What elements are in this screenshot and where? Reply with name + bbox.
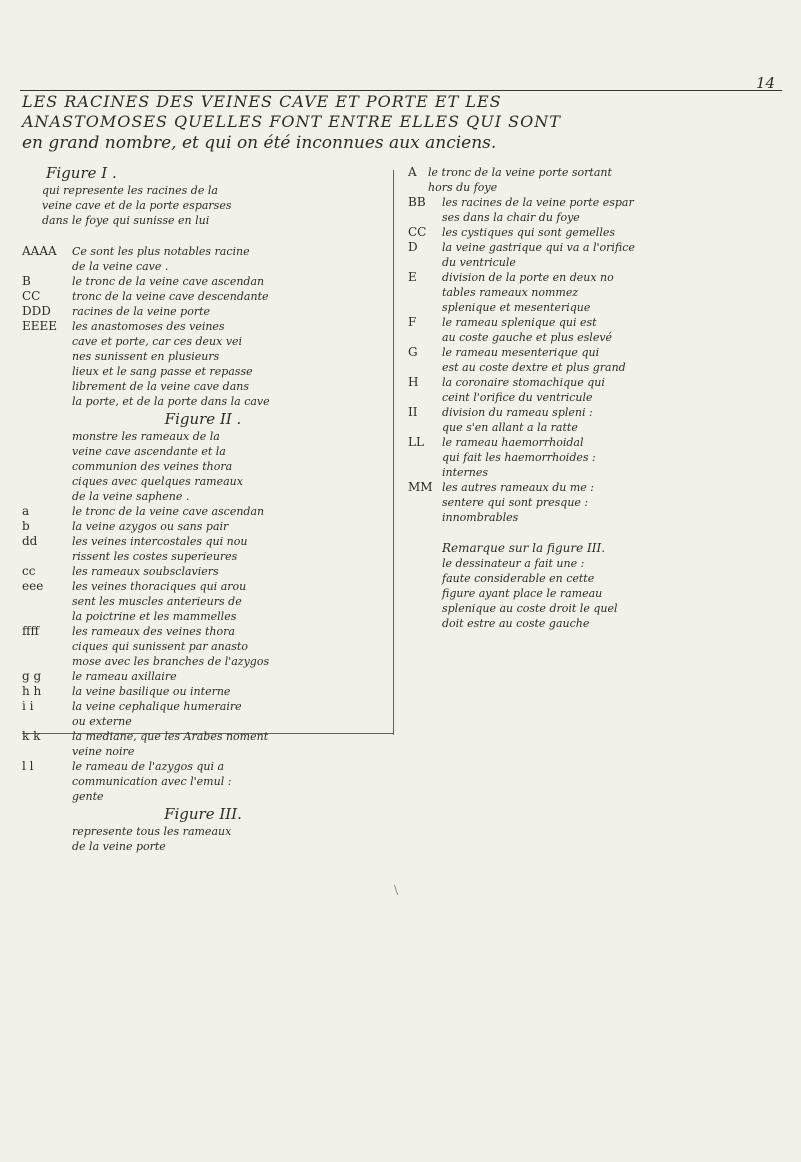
legend-item (22, 534, 384, 549)
legend-label: CC (408, 225, 427, 239)
intro-line: qui represente les racines de la (42, 184, 218, 197)
left-column (22, 165, 384, 854)
legend-item (408, 195, 788, 210)
legend-label: MM (408, 480, 433, 494)
legend-text: la mediane, que les Arabes noment (72, 730, 269, 743)
legend-text: ciques qui sunissent par anasto (72, 640, 248, 653)
figure-2-heading: Figure II . (164, 410, 242, 428)
figure-1-heading: Figure I . (46, 164, 117, 182)
column-divider (393, 170, 394, 735)
legend-label: i i (22, 699, 34, 713)
remark-line: faute considerable en cette (442, 572, 595, 585)
remark-block (408, 541, 788, 631)
legend-text: les veines intercostales qui nou (72, 535, 248, 548)
legend-text: le rameau splenique qui est (442, 316, 597, 329)
legend-item (22, 759, 384, 774)
intro-line: de la veine saphene . (72, 490, 190, 503)
legend-item (408, 165, 788, 180)
legend-text: les autres rameaux du me : (442, 481, 595, 494)
remark-line: le dessinateur a fait une : (442, 557, 585, 570)
legend-text: la coronaire stomachique qui (442, 376, 605, 389)
legend-text: du ventricule (442, 256, 516, 269)
legend-item (408, 375, 788, 390)
legend-label: h h (22, 684, 42, 698)
legend-text: le rameau mesenterique qui (442, 346, 600, 359)
legend-item (408, 225, 788, 240)
legend-item (22, 519, 384, 534)
legend-label: II (408, 405, 418, 419)
remark-line: figure ayant place le rameau (442, 587, 603, 600)
legend-label: G (408, 345, 418, 359)
legend-text: les rameaux soubsclaviers (72, 565, 219, 578)
legend-text: internes (442, 466, 489, 479)
legend-text: rissent les costes superieures (72, 550, 238, 563)
legend-label: E (408, 270, 417, 284)
legend-text: sent les muscles anterieurs de (72, 595, 242, 608)
legend-text: division de la porte en deux no (442, 271, 614, 284)
legend-text: ou externe (72, 715, 132, 728)
legend-label: b (22, 519, 30, 533)
legend-text: le tronc de la veine cave ascendan (72, 505, 265, 518)
legend-text: ses dans la chair du foye (442, 211, 580, 224)
intro-line: dans le foye qui sunisse en lui (42, 214, 210, 227)
figure-1-intro (22, 183, 384, 228)
legend-text: le tronc de la veine cave ascendan (72, 275, 265, 288)
figure-2-intro (22, 429, 384, 504)
intro-line: communion des veines thora (72, 460, 233, 473)
legend-item (22, 304, 384, 319)
legend-item (22, 504, 384, 519)
remark-line: splenique au coste droit le quel (442, 602, 618, 615)
legend-item (408, 480, 788, 495)
legend-text: les rameaux des veines thora (72, 625, 235, 638)
legend-text: communication avec l'emul : (72, 775, 232, 788)
legend-text: est au coste dextre et plus grand (442, 361, 626, 374)
legend-text: les veines thoraciques qui arou (72, 580, 247, 593)
legend-label: F (408, 315, 417, 329)
legend-label: LL (408, 435, 424, 449)
intro-line: veine cave et de la porte esparses (42, 199, 232, 212)
legend-text: gente (72, 790, 104, 803)
legend-text: librement de la veine cave dans (72, 380, 250, 393)
legend-item (22, 244, 384, 259)
legend-label: H (408, 375, 419, 389)
legend-item (22, 289, 384, 304)
legend-text: tables rameaux nommez (442, 286, 579, 299)
legend-item (22, 699, 384, 714)
legend-label: CC (22, 289, 41, 303)
legend-item (22, 319, 384, 334)
legend-text: de la veine cave . (72, 260, 169, 273)
legend-label: BB (408, 195, 426, 209)
figure-3-intro (22, 824, 384, 854)
intro-line: represente tous les rameaux (72, 825, 232, 838)
legend-text: hors du foye (428, 181, 498, 194)
legend-text: cave et porte, car ces deux vei (72, 335, 243, 348)
legend-item (22, 729, 384, 744)
legend-text: innombrables (442, 511, 519, 524)
title-line-3: en grand nombre, et qui on été inconnues aux anciens. (22, 133, 497, 153)
right-column (408, 165, 788, 631)
legend-label: ffff (22, 624, 40, 638)
legend-text: division du rameau spleni : (442, 406, 593, 419)
legend-text: la veine cephalique humeraire (72, 700, 242, 713)
legend-label: B (22, 274, 31, 288)
title-line-2: ANASTOMOSES QUELLES FONT ENTRE ELLES QUI SONT (22, 112, 561, 131)
legend-label: a (22, 504, 30, 518)
legend-label: l l (22, 759, 34, 773)
legend-text: tronc de la veine cave descendante (72, 290, 269, 303)
legend-item (22, 579, 384, 594)
legend-text: le rameau axillaire (72, 670, 177, 683)
legend-label: D (408, 240, 418, 254)
legend-text: Ce sont les plus notables racine (72, 245, 250, 258)
title-line-1: LES RACINES DES VEINES CAVE ET PORTE ET LES (22, 92, 502, 111)
legend-label: AAAA (22, 244, 57, 258)
legend-text: que s'en allant a la ratte (442, 421, 578, 434)
legend-text: le rameau haemorrhoidal (442, 436, 584, 449)
legend-label: dd (22, 534, 38, 548)
header-rule (20, 90, 782, 91)
legend-text: les anastomoses des veines (72, 320, 225, 333)
legend-item (22, 669, 384, 684)
legend-text: qui fait les haemorrhoides : (442, 451, 596, 464)
legend-text: la veine basilique ou interne (72, 685, 231, 698)
legend-text: les racines de la veine porte espar (442, 196, 634, 209)
remark-heading: Remarque sur la figure III. (442, 541, 606, 555)
legend-label: k k (22, 729, 41, 743)
legend-item (22, 624, 384, 639)
legend-text: veine noire (72, 745, 135, 758)
legend-item (408, 435, 788, 450)
legend-item (408, 345, 788, 360)
figure-1-legend (22, 244, 384, 409)
legend-label: eee (22, 579, 44, 593)
intro-line: monstre les rameaux de la (72, 430, 220, 443)
page-number: 14 (756, 74, 776, 92)
legend-text: sentere qui sont presque : (442, 496, 589, 509)
legend-text: nes sunissent en plusieurs (72, 350, 220, 363)
legend-text: ceint l'orifice du ventricule (442, 391, 593, 404)
legend-label: EEEE (22, 319, 58, 333)
legend-label: A (408, 165, 417, 179)
legend-item (22, 684, 384, 699)
intro-line: veine cave ascendante et la (72, 445, 226, 458)
intro-line: ciques avec quelques rameaux (72, 475, 243, 488)
legend-text: la poictrine et les mammelles (72, 610, 237, 623)
legend-item (22, 564, 384, 579)
legend-item (408, 240, 788, 255)
intro-line: de la veine porte (72, 840, 166, 853)
legend-text: la porte, et de la porte dans la cave (72, 395, 270, 408)
legend-item (408, 270, 788, 285)
legend-item (408, 405, 788, 420)
legend-label: g g (22, 669, 42, 683)
legend-text: la veine azygos ou sans pair (72, 520, 229, 533)
legend-label: DDD (22, 304, 51, 318)
figure-2-legend (22, 504, 384, 804)
legend-text: mose avec les branches de l'azygos (72, 655, 270, 668)
legend-text: lieux et le sang passe et repasse (72, 365, 253, 378)
legend-text: au coste gauche et plus eslevé (442, 331, 613, 344)
legend-text: la veine gastrique qui va a l'orifice (442, 241, 635, 254)
legend-item (22, 274, 384, 289)
legend-text: le tronc de la veine porte sortant (428, 166, 612, 179)
legend-item (408, 315, 788, 330)
legend-text: racines de la veine porte (72, 305, 211, 318)
legend-text: splenique et mesenterique (442, 301, 591, 314)
figure-3-heading: Figure III. (164, 805, 242, 823)
legend-label: cc (22, 564, 36, 578)
legend-text: le rameau de l'azygos qui a (72, 760, 225, 773)
remark-line: doit estre au coste gauche (442, 617, 590, 630)
margin-mark: \ (394, 883, 399, 897)
legend-text: les cystiques qui sont gemelles (442, 226, 615, 239)
